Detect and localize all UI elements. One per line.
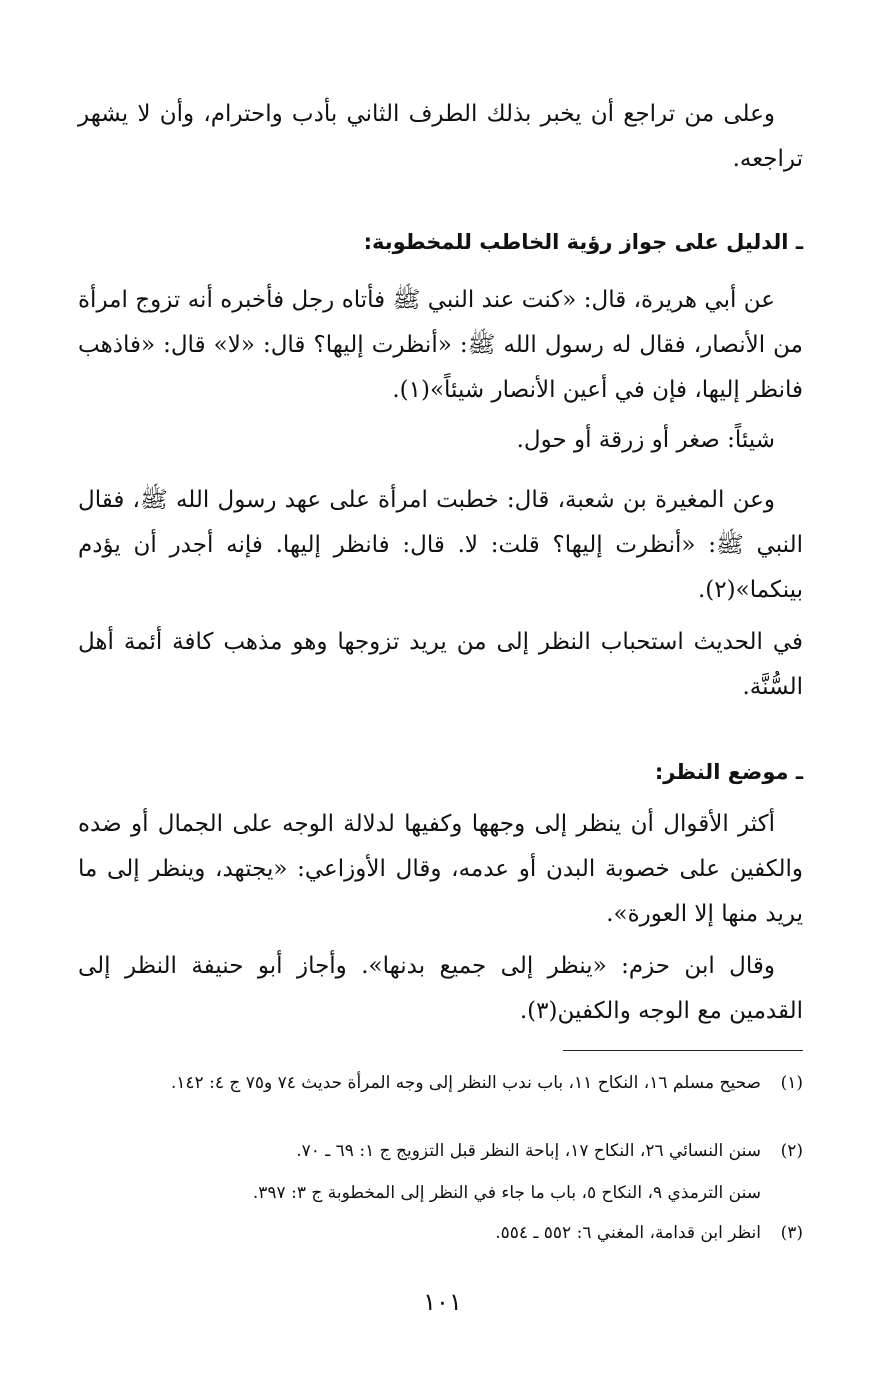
- body-text: شيئاً: صغر أو زرقة أو حول.: [516, 427, 775, 453]
- footnote-number: (٢): [780, 1141, 803, 1161]
- page-number: ١٠١: [423, 1288, 462, 1316]
- body-text: عن أبي هريرة، قال: «كنت عند النبي ﷺ فأتاه رجل فأخبره أنه تزوج امرأة من الأنصار، فقال له رسول الله ﷺ: «أنظرت إليها؟ قال: «لا» قال: «فاذهب فانظر إليها، فإن في أعين الأنصار شيئاً»(١).: [78, 287, 803, 403]
- footnote-number: (١): [780, 1073, 803, 1093]
- paragraph-ibn-hazm: [78, 944, 803, 1034]
- section-heading-place-of-looking: [78, 752, 803, 792]
- footnote-text: سنن النسائي ٢٦، النكاح ١٧، إباحة النظر قبل التزويج ج ١: ٦٩ ـ ٧٠.: [296, 1141, 761, 1161]
- footnote-2: [78, 1134, 803, 1169]
- footnote-text: انظر ابن قدامة، المغني ٦: ٥٥٢ ـ ٥٥٤.: [495, 1223, 761, 1243]
- body-text: في الحديث استحباب النظر إلى من يريد تزوجها وهو مذهب كافة أئمة أهل السُّنَّة.: [78, 629, 803, 700]
- heading-text: ـ الدليل على جواز رؤية الخاطب للمخطوبة:: [363, 230, 803, 254]
- body-text: وعلى من تراجع أن يخبر بذلك الطرف الثاني بأدب واحترام، وأن لا يشهر تراجعه.: [78, 101, 803, 172]
- body-text: وقال ابن حزم: «ينظر إلى جميع بدنها». وأجاز أبو حنيفة النظر إلى القدمين مع الوجه والكفين(٣).: [78, 953, 803, 1024]
- paragraph-opinions: [78, 802, 803, 937]
- heading-text: ـ موضع النظر:: [654, 760, 803, 784]
- footnote-text: سنن الترمذي ٩، النكاح ٥، باب ما جاء في النظر إلى المخطوبة ج ٣: ٣٩٧.: [252, 1183, 761, 1203]
- footnote-number: (٣): [780, 1223, 803, 1243]
- section-heading-evidence: [78, 222, 803, 262]
- footnote-separator: [563, 1050, 803, 1051]
- footnote-3: [78, 1216, 803, 1251]
- body-text: أكثر الأقوال أن ينظر إلى وجهها وكفيها لدلالة الوجه على الجمال أو ضده والكفين على خصوبة البدن أو عدمه، وقال الأوزاعي: «يجتهد، وينظر إلى ما يريد منها إلا العورة».: [78, 811, 803, 927]
- paragraph-mughirah-hadith: [78, 478, 803, 613]
- paragraph-abu-hurairah-hadith: [78, 278, 803, 413]
- paragraph-retraction: [78, 92, 803, 182]
- footnote-2-continued: [78, 1176, 803, 1211]
- paragraph-definition: [78, 418, 803, 463]
- body-text: وعن المغيرة بن شعبة، قال: خطبت امرأة على عهد رسول الله ﷺ، فقال النبي ﷺ: «أنظرت إليها؟ قلت: لا. قال: فانظر إليها. فإنه أجدر أن يؤدم بينكما»(٢).: [78, 487, 803, 603]
- paragraph-ruling: [78, 620, 803, 710]
- footnote-text: صحيح مسلم ١٦، النكاح ١١، باب ندب النظر إلى وجه المرأة حديث ٧٤ و٧٥ ج ٤: ١٤٢.: [170, 1073, 761, 1093]
- footnote-1: [78, 1066, 803, 1101]
